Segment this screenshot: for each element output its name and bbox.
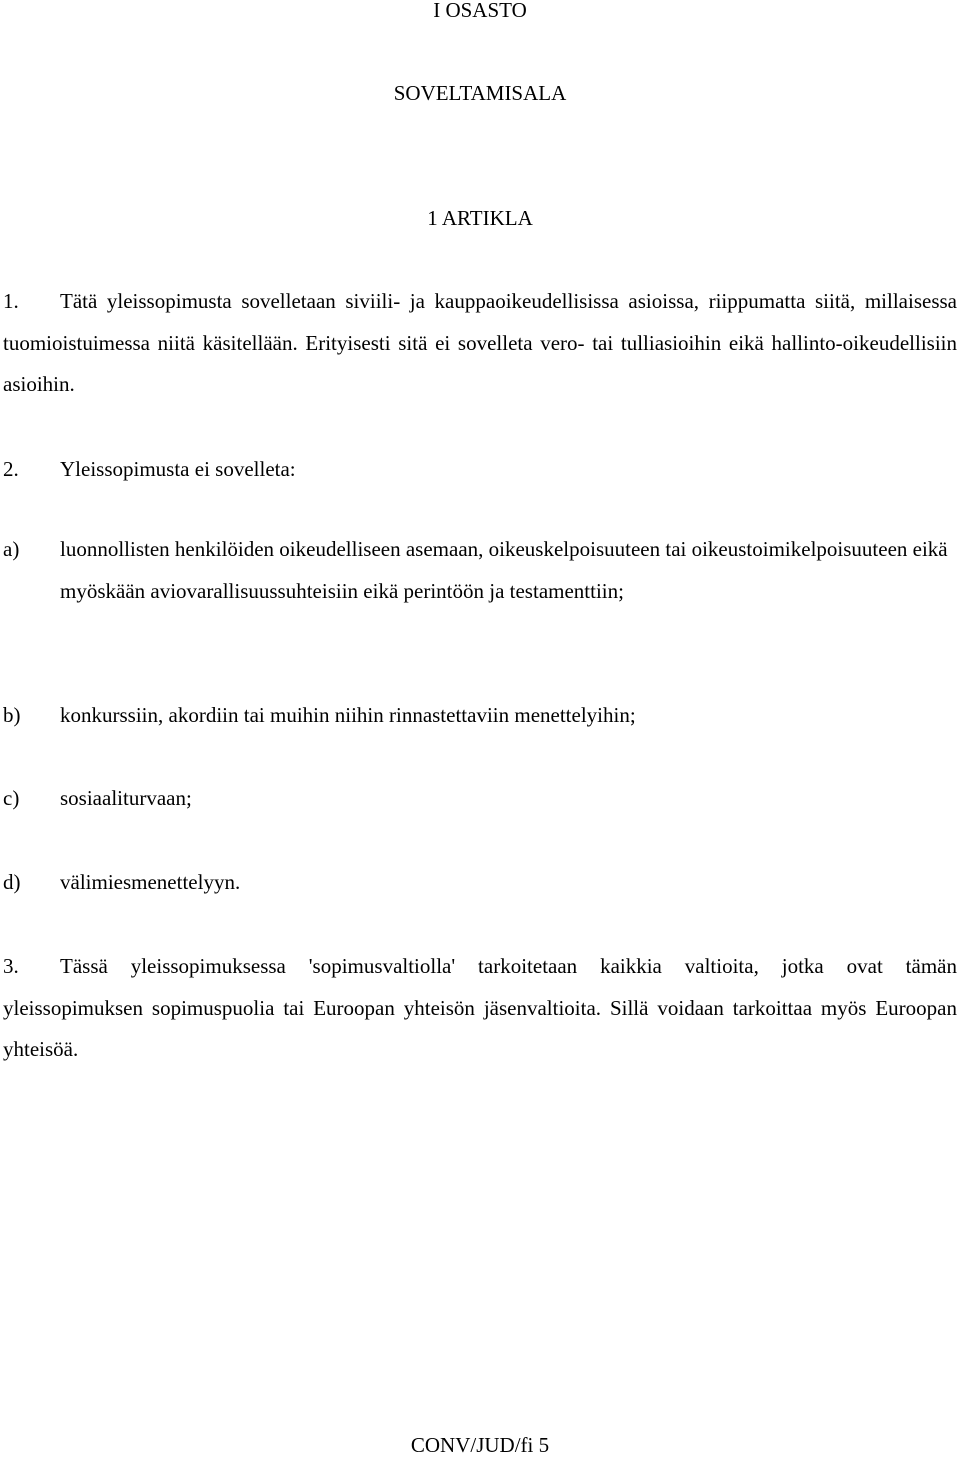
- list-marker: d): [3, 870, 21, 894]
- paragraph-text: Tätä yleissopimusta sovelletaan siviili- ja kauppaoikeudellisissa asioissa, riippumatta siitä, millaisessa tuomioistuimessa niitä käsitellään. Erityisesti sitä ei sovelleta vero- tai tulliasioihin eikä hallinto-oikeudellisiin asioihin.: [3, 289, 957, 396]
- list-text: luonnollisten henkilöiden oikeudelliseen asemaan, oikeuskelpoisuuteen tai oikeustoimikelpoisuuteen eikä myöskään aviovarallisuussuhteisiin eikä perintöön ja testamenttiin;: [60, 537, 948, 603]
- paragraph-number: 1.: [3, 289, 19, 313]
- part-heading: I OSASTO: [433, 0, 527, 22]
- list-text: sosiaaliturvaan;: [60, 786, 192, 810]
- list-item-a: [3, 529, 957, 612]
- paragraph-number: 3.: [3, 954, 19, 978]
- section-heading: SOVELTAMISALA: [393, 81, 567, 105]
- paragraph-1: [3, 281, 957, 406]
- list-marker: b): [3, 703, 21, 727]
- page-footer-reference: CONV/JUD/fi 5: [410, 1433, 550, 1457]
- paragraph-3: [3, 946, 957, 1071]
- list-item-d: [3, 862, 957, 904]
- list-item-c: [3, 778, 957, 820]
- paragraph-text: Yleissopimusta ei sovelleta:: [60, 457, 296, 481]
- article-heading: 1 ARTIKLA: [427, 206, 533, 230]
- list-item-b: [3, 695, 957, 737]
- list-text: välimiesmenettelyyn.: [60, 870, 241, 894]
- list-marker: c): [3, 786, 20, 810]
- paragraph-number: 2.: [3, 457, 19, 481]
- list-marker: a): [3, 537, 20, 561]
- list-text: konkurssiin, akordiin tai muihin niihin rinnastettaviin menettelyihin;: [60, 703, 636, 727]
- paragraph-2: [3, 457, 296, 481]
- paragraph-text: Tässä yleissopimuksessa 'sopimusvaltiolla' tarkoitetaan kaikkia valtioita, jotka ovat tämän yleissopimuksen sopimuspuolia tai Euroopan yhteisön jäsenvaltioita. Sillä voidaan tarkoittaa myös Euroopan yhteisöä.: [3, 954, 957, 1061]
